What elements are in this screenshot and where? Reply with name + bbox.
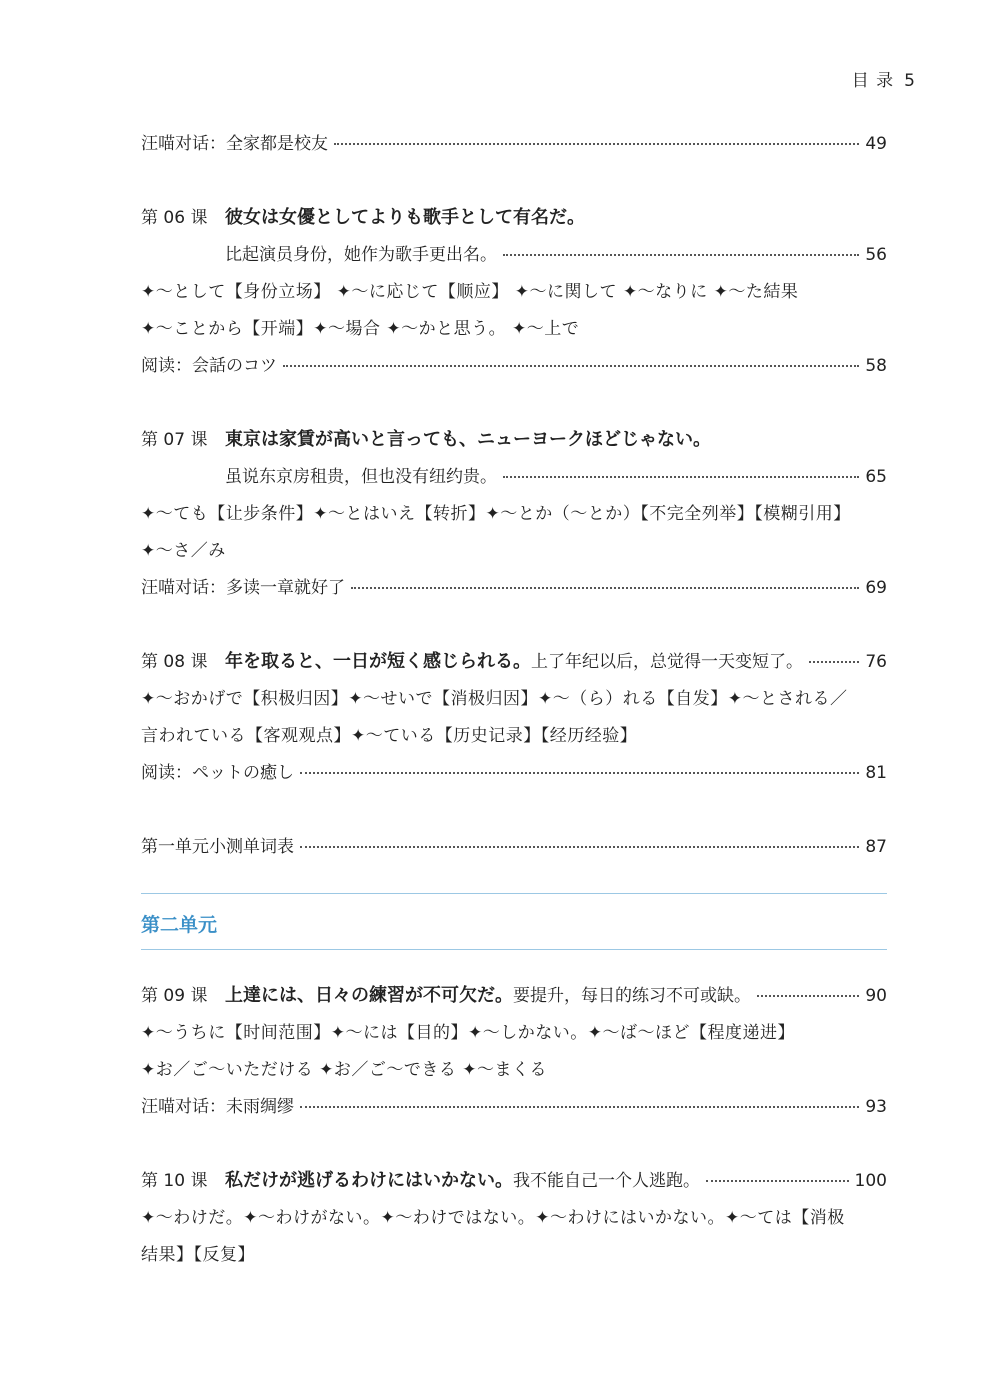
entry-label: 汪喵对话：多读一章就好了 — [141, 578, 345, 598]
lesson-number: 第 07 课 — [141, 430, 208, 450]
leader-dots — [503, 254, 859, 256]
toc-entry[interactable] — [141, 1170, 887, 1192]
toc-entry[interactable] — [141, 133, 887, 155]
toc-entry[interactable] — [141, 1096, 887, 1118]
leader-dots — [283, 365, 859, 367]
divider — [141, 949, 887, 950]
lesson-chinese-title: 虽说东京房租贵，但也没有纽约贵。 — [225, 467, 497, 487]
entry-page: 90 — [865, 986, 887, 1006]
grammar-points: ✦～ても【让步条件】✦～とはいえ【转折】✦～とか（～とか）【不完全列举】【模糊引用】 — [141, 504, 851, 524]
toc-entry[interactable] — [225, 244, 887, 266]
leader-dots — [757, 995, 859, 997]
leader-dots — [503, 476, 859, 478]
entry-page: 58 — [865, 356, 887, 376]
lesson-number: 第 08 课 — [141, 652, 208, 672]
entry-label: 汪喵对话：全家都是校友 — [141, 134, 328, 154]
grammar-points: ✦～うちに【时间范围】✦～には【目的】✦～しかない。✦～ば～ほど【程度递进】 — [141, 1023, 795, 1043]
grammar-points: ✦～として【身份立场】 ✦～に応じて【顺应】 ✦～に関して ✦～なりに ✦～た結果 — [141, 282, 799, 302]
unit-heading: 第二单元 — [141, 914, 218, 936]
lesson-chinese-title: 比起演员身份，她作为歌手更出名。 — [225, 245, 497, 265]
lesson-japanese-title: 年を取ると、一日が短く感じられる。 — [225, 651, 531, 672]
entry-label: 汪喵对话：未雨绸缪 — [141, 1097, 294, 1117]
leader-dots — [809, 661, 859, 663]
entry-label: 第一单元小测单词表 — [141, 837, 294, 857]
grammar-points: ✦お／ご～いただける ✦お／ご～できる ✦～まくる — [141, 1060, 548, 1080]
divider — [141, 893, 887, 894]
leader-dots — [300, 772, 859, 774]
page-header — [852, 66, 916, 91]
lesson-chinese-title: 我不能自己一个人逃跑。 — [513, 1171, 700, 1191]
entry-page: 49 — [865, 134, 887, 154]
grammar-points: 结果】【反复】 — [141, 1245, 255, 1265]
entry-page: 100 — [854, 1171, 887, 1191]
grammar-points: ✦～わけだ。✦～わけがない。✦～わけではない。✦～わけにはいかない。✦～ては【消极 — [141, 1208, 845, 1228]
toc-entry[interactable] — [225, 466, 887, 488]
entry-page: 56 — [865, 245, 887, 265]
lesson-japanese-title: 上達には、日々の練習が不可欠だ。 — [225, 985, 513, 1006]
entry-page: 81 — [865, 763, 887, 783]
lesson-title-line[interactable] — [141, 429, 887, 451]
lesson-japanese-title: 彼女は女優としてよりも歌手として有名だ。 — [225, 207, 585, 228]
entry-page: 65 — [865, 467, 887, 487]
entry-page: 87 — [865, 837, 887, 857]
leader-dots — [351, 587, 859, 589]
entry-label: 阅读：ペットの癒し — [141, 763, 294, 783]
lesson-chinese-title: 上了年纪以后，总觉得一天变短了。 — [531, 652, 803, 672]
lesson-title-line[interactable] — [141, 207, 887, 229]
grammar-points: ✦～おかげで【积极归因】✦～せいで【消极归因】✦～（ら）れる【自发】✦～とされる／ — [141, 689, 848, 709]
leader-dots — [334, 143, 859, 145]
lesson-japanese-title: 東京は家賃が高いと言っても、ニューヨークほどじゃない。 — [225, 429, 711, 450]
toc-entry[interactable] — [141, 355, 887, 377]
leader-dots — [706, 1180, 849, 1182]
lesson-japanese-title: 私だけが逃げるわけにはいかない。 — [225, 1170, 513, 1191]
lesson-number: 第 10 课 — [141, 1171, 208, 1191]
toc-entry[interactable] — [141, 762, 887, 784]
header-title: 目 录 — [851, 71, 895, 91]
entry-page: 69 — [865, 578, 887, 598]
toc-entry[interactable] — [141, 985, 887, 1007]
toc-entry[interactable] — [141, 836, 887, 858]
header-page-number: 5 — [904, 71, 916, 91]
leader-dots — [300, 846, 859, 848]
lesson-chinese-title: 要提升，每日的练习不可或缺。 — [513, 986, 751, 1006]
entry-label: 阅读：会話のコツ — [141, 356, 277, 376]
toc-entry[interactable] — [141, 651, 887, 673]
leader-dots — [300, 1106, 859, 1108]
lesson-number: 第 06 课 — [141, 208, 208, 228]
grammar-points: ✦～さ／み — [141, 541, 226, 561]
grammar-points: 言われている【客观观点】✦～ている【历史记录】【经历经验】 — [141, 726, 638, 746]
grammar-points: ✦～ことから【开端】✦～場合 ✦～かと思う。 ✦～上で — [141, 319, 580, 339]
toc-entry[interactable] — [141, 577, 887, 599]
lesson-number: 第 09 课 — [141, 986, 208, 1006]
entry-page: 76 — [865, 652, 887, 672]
entry-page: 93 — [865, 1097, 887, 1117]
